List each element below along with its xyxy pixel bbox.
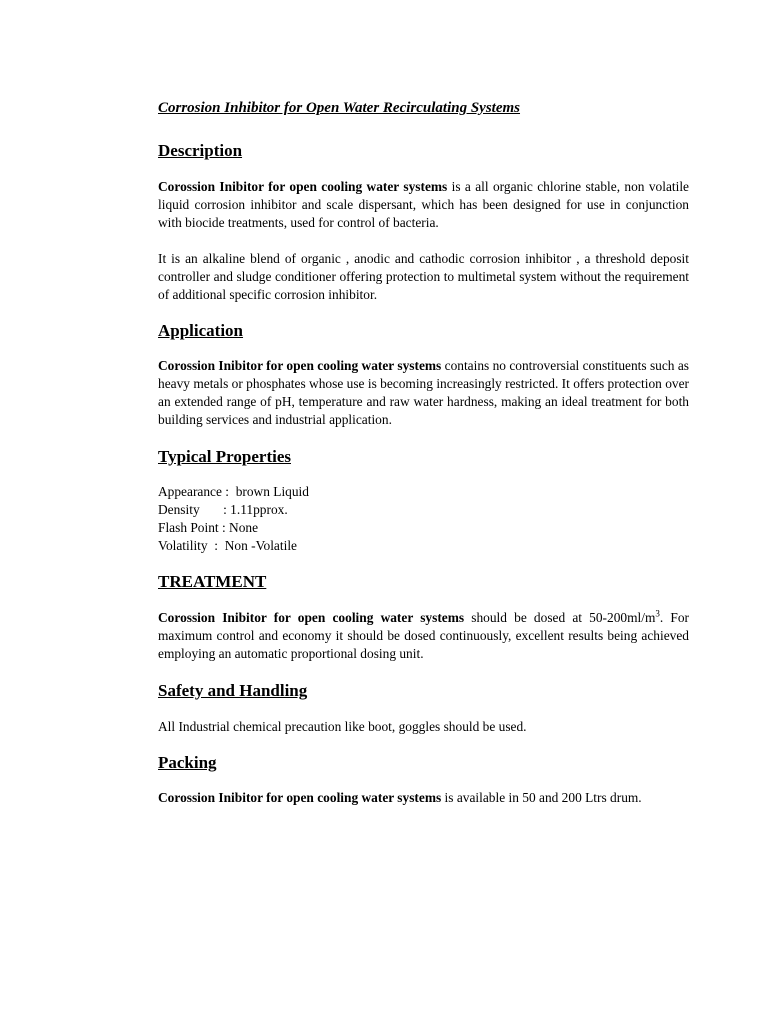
description-paragraph-2: It is an alkaline blend of organic , anodic and cathodic corrosion inhibitor , a threshold deposit controller and sludge conditioner offering protection to multimetal system without the requirement of additional specific corrosion inhibitor. — [158, 251, 689, 302]
packing-text: is available in 50 and 200 Ltrs drum. — [441, 790, 642, 805]
product-name: Corossion Inibitor for open cooling water systems — [158, 790, 442, 805]
description-heading: Description — [158, 141, 243, 160]
description-text-1: is a all organic chlorine stable, non volatile liquid corrosion inhibitor and scale dispersant, which has been designed for use in conjunction with biocide treatments, used for control of bacteria. — [158, 179, 689, 230]
unit-superscript: 3 — [655, 608, 660, 619]
property-density: Density : 1.11pprox. — [158, 502, 288, 517]
application-paragraph — [158, 357, 689, 429]
application-text: contains no controversial constituents such as heavy metals or phosphates whose use is becoming increasingly restricted. It offers protection over an extended range of pH, temperature and raw water hardness, making an ideal treatment for both building services and industrial application. — [158, 358, 689, 427]
treatment-text-tail: . For maximum control and economy it should be dosed continuously, excellent results being achieved employing an automatic proportional dosing unit. — [158, 610, 689, 661]
property-appearance: Appearance : brown Liquid — [158, 484, 309, 499]
description-paragraph-1 — [158, 178, 689, 232]
packing-paragraph — [158, 789, 689, 807]
treatment-text: should be dosed at 50-200ml/m — [464, 610, 656, 625]
treatment-paragraph — [158, 609, 689, 663]
property-volatility: Volatility : Non -Volatile — [158, 538, 297, 553]
typical-properties-heading: Typical Properties — [158, 447, 291, 466]
document-title: Corrosion Inhibitor for Open Water Recirculating Systems — [158, 100, 521, 116]
property-flash-point: Flash Point : None — [158, 520, 259, 535]
product-name: Corossion Inibitor for open cooling water systems — [158, 179, 448, 194]
application-heading: Application — [158, 321, 244, 340]
safety-paragraph: All Industrial chemical precaution like boot, goggles should be used. — [158, 719, 527, 734]
properties-list — [158, 483, 689, 555]
document-page — [158, 98, 689, 807]
treatment-heading: TREATMENT — [158, 572, 267, 591]
product-name: Corossion Inibitor for open cooling water systems — [158, 610, 465, 625]
safety-heading: Safety and Handling — [158, 681, 308, 700]
product-name: Corossion Inibitor for open cooling water systems — [158, 358, 442, 373]
packing-heading: Packing — [158, 753, 217, 772]
